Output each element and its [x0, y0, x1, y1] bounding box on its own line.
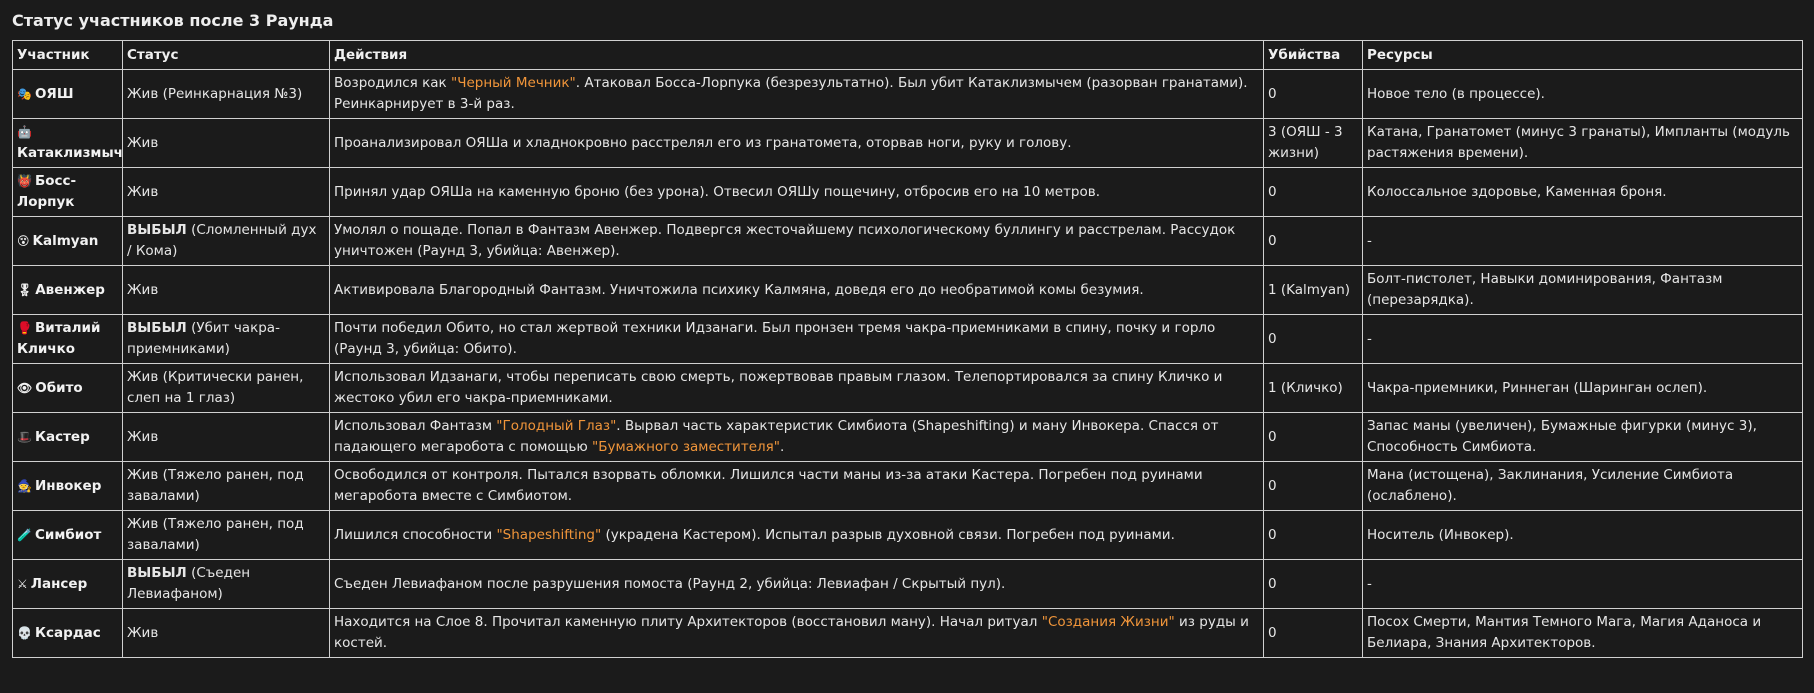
participant-cell [13, 364, 123, 413]
table-row [13, 168, 1803, 217]
cell-text: . [779, 439, 785, 455]
table-row [13, 266, 1803, 315]
cell-text: Использовал Фантазм [334, 418, 497, 434]
table-row [13, 364, 1803, 413]
status-cell [123, 609, 330, 658]
highlight-text: "Голодный Глаз" [496, 418, 617, 434]
participant-cell [13, 217, 123, 266]
actions-cell [330, 560, 1264, 609]
cell-text: Жив (Реинкарнация №3) [127, 85, 303, 102]
resources-cell: Посох Смерти, Мантия Темного Мага, Магия Аданоса и Белиара, Знания Архитекторов. [1363, 609, 1803, 658]
cell-text: Умолял о пощаде. Попал в Фантазм Авенжер. Подвергся жесточайшему психологическому буллингу и расстрелам. Рассудок уничтожен (Раунд 3, убийца: Авенжер). [334, 222, 1236, 259]
kills-cell: 0 [1264, 560, 1363, 609]
cell-text: . Вырвал часть характеристик Симбиота (Shapeshifting) и ману Инвокера. Спасся от падающего мегаробота с помощью [334, 418, 1219, 455]
mask-icon: 🎭 [17, 86, 32, 101]
actions-cell [330, 315, 1264, 364]
status-cell [123, 511, 330, 560]
status-cell [123, 119, 330, 168]
cell-text: из руды и костей. [334, 614, 1249, 651]
cell-text: Принял удар ОЯШа на каменную броню (без урона). Отвесил ОЯШу пощечину, отбросив его на 10 метров. [334, 183, 1101, 200]
cell-text: (Съеден Левиафаном) [127, 565, 251, 602]
kills-cell: 0 [1264, 511, 1363, 560]
cell-text: Находится на Слое 8. Прочитал каменную плиту Архитекторов (восстановил ману). Начал ритуал [334, 614, 1042, 630]
participant-cell [13, 413, 123, 462]
table-row [13, 70, 1803, 119]
resources-cell: - [1363, 217, 1803, 266]
cell-text: Жив [127, 281, 159, 298]
participant-name: Обито [35, 379, 83, 396]
table-header-row [13, 41, 1803, 70]
status-cell [123, 168, 330, 217]
kills-cell: 0 [1264, 315, 1363, 364]
participant-name: Авенжер [35, 281, 105, 298]
cell-text: (украдена Кастером). Испытал разрыв духовной связи. Погребен под руинами. [601, 526, 1175, 543]
actions-cell [330, 70, 1264, 119]
actions-cell [330, 168, 1264, 217]
participant-cell [13, 266, 123, 315]
participant-name: Катаклизмыч [17, 145, 123, 161]
resources-cell: Колоссальное здоровье, Каменная броня. [1363, 168, 1803, 217]
actions-cell [330, 217, 1264, 266]
actions-cell [330, 266, 1264, 315]
kills-cell: 0 [1264, 413, 1363, 462]
resources-cell: Мана (истощена), Заклинания, Усиление Симбиота (ослаблено). [1363, 462, 1803, 511]
kills-cell: 0 [1264, 609, 1363, 658]
cell-text: . Атаковал Босса-Лорпука (безрезультатно). Был убит Катаклизмычем (разорван гранатами). Реинкарнирует в 3-й раз. [334, 75, 1248, 112]
cell-text: Использовал Идзанаги, чтобы переписать свою смерть, пожертвовав правым глазом. Телепортировался за спину Кличко и жестоко убил его чакра-приемниками. [334, 369, 1223, 406]
resources-cell: Новое тело (в процессе). [1363, 70, 1803, 119]
kills-cell: 1 (Кличко) [1264, 364, 1363, 413]
cell-text: Жив (Тяжело ранен, под завалами) [127, 467, 304, 504]
cell-text: Жив [127, 624, 159, 641]
cell-text: Жив [127, 134, 159, 151]
participants-table [12, 40, 1803, 658]
status-cell [123, 462, 330, 511]
table-row [13, 462, 1803, 511]
resources-cell: - [1363, 315, 1803, 364]
actions-cell [330, 413, 1264, 462]
participant-name: Инвокер [34, 477, 102, 494]
highlight-text: "Бумажного заместителя" [592, 439, 780, 455]
resources-cell: Катана, Гранатомет (минус 3 гранаты), Импланты (модуль растяжения времени). [1363, 119, 1803, 168]
mage-icon: 🧙 [17, 478, 32, 493]
header-participant: Участник [13, 41, 123, 70]
resources-cell: Запас маны (увеличен), Бумажные фигурки (минус 3), Способность Симбиота. [1363, 413, 1803, 462]
kills-cell: 0 [1264, 70, 1363, 119]
kills-cell: 3 (ОЯШ - 3 жизни) [1264, 119, 1363, 168]
participant-name: Кастер [34, 428, 90, 445]
actions-cell [330, 119, 1264, 168]
participant-name: Kalmyan [32, 232, 99, 249]
participant-name: Виталий Кличко [17, 320, 101, 357]
cell-text: Активировала Благородный Фантазм. Уничтожила психику Калмяна, доведя его до необратимой комы безумия. [334, 281, 1144, 298]
cell-text: Жив [127, 428, 159, 445]
status-cell [123, 315, 330, 364]
boxing-glove-icon: 🥊 [17, 321, 32, 335]
dizzy-face-icon: 😵 [17, 233, 30, 248]
cell-text: Жив (Критически ранен, слеп на 1 глаз) [127, 369, 304, 406]
participant-name: Лансер [30, 575, 88, 592]
participant-cell [13, 462, 123, 511]
kills-cell: 0 [1264, 217, 1363, 266]
participant-cell [13, 511, 123, 560]
header-status: Статус [123, 41, 330, 70]
participant-name: Ксардас [34, 624, 101, 641]
kills-cell: 0 [1264, 168, 1363, 217]
medal-icon: 🎖 [17, 282, 33, 297]
table-row [13, 511, 1803, 560]
kills-cell: 1 (Kalmyan) [1264, 266, 1363, 315]
status-cell [123, 364, 330, 413]
cell-text: Освободился от контроля. Пытался взорвать обломки. Лишился части маны из-за атаки Кастера. Погребен под руинами мегаробота вместе с Симбиотом. [334, 467, 1203, 504]
header-kills: Убийства [1264, 41, 1363, 70]
test-tube-icon: 🧪 [17, 527, 32, 542]
top-hat-icon: 🎩 [17, 429, 32, 444]
participant-name: ОЯШ [34, 85, 74, 102]
cell-text: Лишился способности [334, 526, 497, 543]
participant-name: Босс-Лорпук [17, 173, 77, 210]
cell-text: (Сломленный дух / Кома) [127, 222, 317, 259]
actions-cell [330, 462, 1264, 511]
table-row [13, 119, 1803, 168]
eye-icon: 👁 [17, 380, 33, 395]
cell-text: Жив (Тяжело ранен, под завалами) [127, 516, 304, 553]
cell-text: (Убит чакра-приемниками) [127, 320, 280, 357]
status-cell [123, 413, 330, 462]
robot-icon: 🤖 [17, 125, 32, 139]
participant-cell [13, 609, 123, 658]
status-cell [123, 560, 330, 609]
participant-name: Симбиот [34, 526, 102, 543]
crossed-swords-icon: ⚔ [17, 576, 28, 591]
actions-cell [330, 609, 1264, 658]
cell-text: Возродился как [334, 75, 451, 91]
status-cell [123, 266, 330, 315]
resources-cell: Чакра-приемники, Риннеган (Шаринган ослеп). [1363, 364, 1803, 413]
table-row [13, 217, 1803, 266]
table-row [13, 609, 1803, 658]
cell-text: Почти победил Обито, но стал жертвой техники Идзанаги. Был пронзен тремя чакра-приемниками в спину, почку и горло (Раунд 3, убийца: Обито). [334, 320, 1216, 357]
ogre-icon: 👹 [17, 174, 32, 188]
table-row [13, 413, 1803, 462]
header-actions: Действия [330, 41, 1264, 70]
table-row [13, 315, 1803, 364]
highlight-text: "Черный Мечник" [450, 75, 576, 91]
cell-text: Проанализировал ОЯШа и хладнокровно расстрелял его из гранатомета, оторвав ноги, руку и голову. [334, 134, 1072, 151]
participant-cell [13, 560, 123, 609]
participant-cell [13, 70, 123, 119]
skull-icon: 💀 [17, 625, 32, 640]
cell-text: Жив [127, 183, 159, 200]
resources-cell: - [1363, 560, 1803, 609]
kills-cell: 0 [1264, 462, 1363, 511]
participant-cell [13, 119, 123, 168]
participant-cell [13, 168, 123, 217]
resources-cell: Болт-пистолет, Навыки доминирования, Фантазм (перезарядка). [1363, 266, 1803, 315]
resources-cell: Носитель (Инвокер). [1363, 511, 1803, 560]
status-flag: ВЫБЫЛ [127, 222, 187, 238]
header-resources: Ресурсы [1363, 41, 1803, 70]
status-cell [123, 70, 330, 119]
participant-cell [13, 315, 123, 364]
highlight-text: "Shapeshifting" [496, 526, 602, 543]
page-title: Статус участников после 3 Раунда [12, 11, 334, 30]
status-flag: ВЫБЫЛ [127, 565, 187, 581]
table-row [13, 560, 1803, 609]
highlight-text: "Создания Жизни" [1041, 614, 1175, 630]
cell-text: Съеден Левиафаном после разрушения помоста (Раунд 2, убийца: Левиафан / Скрытый пул). [334, 575, 1006, 592]
actions-cell [330, 364, 1264, 413]
status-cell [123, 217, 330, 266]
actions-cell [330, 511, 1264, 560]
status-flag: ВЫБЫЛ [127, 320, 187, 336]
